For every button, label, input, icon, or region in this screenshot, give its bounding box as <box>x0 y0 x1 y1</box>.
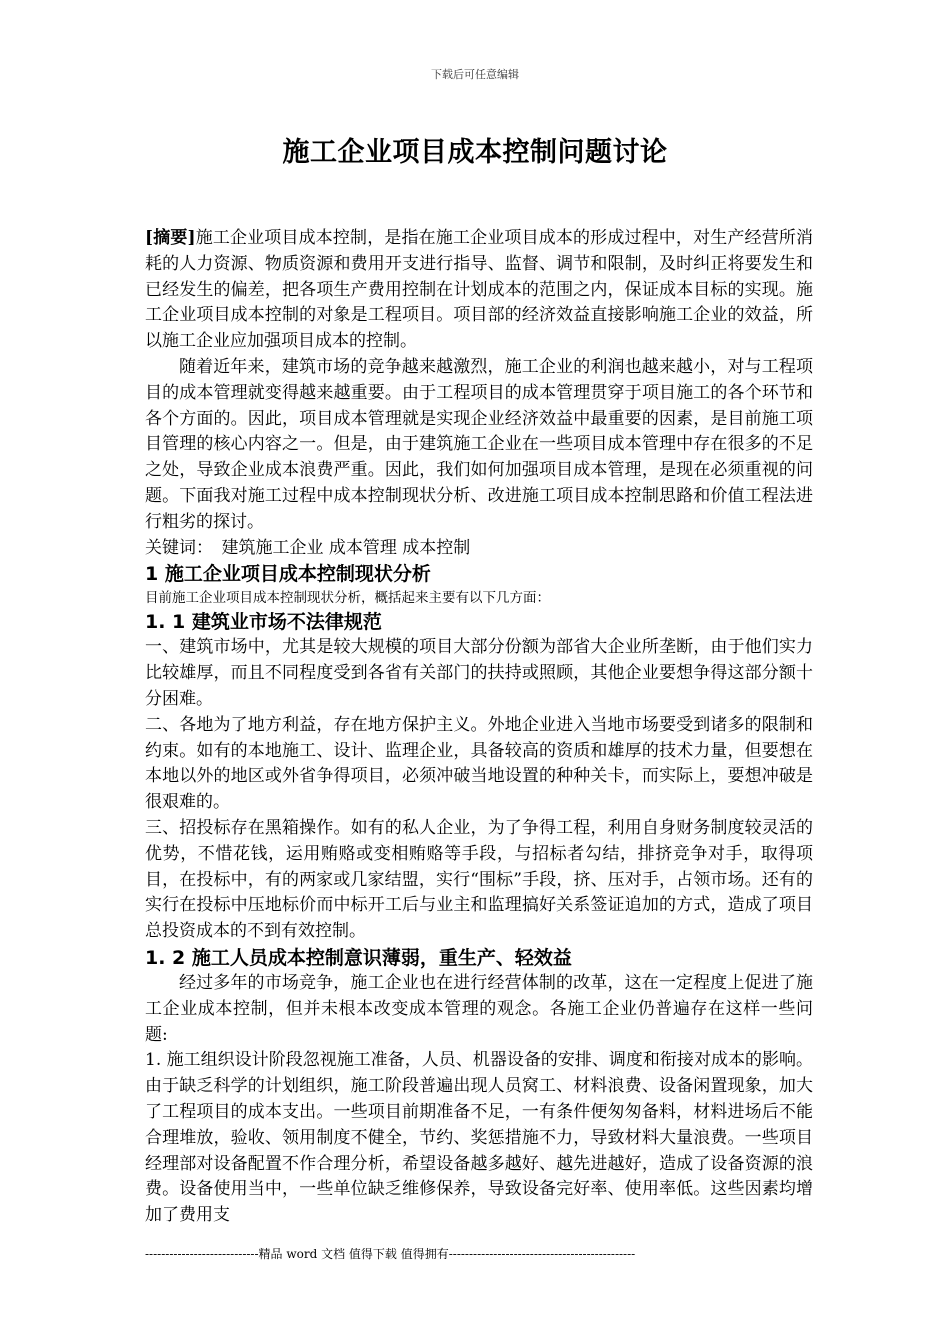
keywords-line: 关键词： 建筑施工企业 成本管理 成本控制 <box>145 537 471 558</box>
section-1-1-heading: 1. 1 建筑业市场不法律规范 <box>145 611 382 634</box>
section-1-intro: 目前施工企业项目成本控制现状分析，概括起来主要有以下几方面： <box>145 590 550 607</box>
abstract-label: [摘要] <box>145 228 196 248</box>
abstract-text: 施工企业项目成本控制，是指在施工企业项目成本的形成过程中，对生产经营所消耗的人力资源、物质资源和费用开支进行指导、监督、调节和限制，及时纠正将要发生和已经发生的偏差，把各项生产费用控制在计划成本的范围之内，保证成本目标的实现。施工企业项目成本控制的对象是工程项目。项目部的经济效益直接影响施工企业的效益，所以施工企业应加强项目成本的控制。 <box>145 228 813 352</box>
document-title: 施工企业项目成本控制问题讨论 <box>282 137 668 168</box>
section-1-heading: 1 施工企业项目成本控制现状分析 <box>145 563 431 586</box>
section-1-2-item-1: 1. 施工组织设计阶段忽视施工准备，人员、机器设备的安排、调度和衔接对成本的影响。由于缺乏科学的计划组织，施工阶段普遍出现人员窝工、材料浪费、设备闲置现象，加大了工程项目的成本支出。一些项目前期准备不足，一有条件便匆匆备料，材料进场后不能合理堆放，验收、领用制度不健全，节约、奖惩措施不力，导致材料大量浪费。一些项目经理部对设备配置不作合理分析，希望设备越多越好、越先进越好，造成了设备资源的浪费。设备使用当中，一些单位缺乏维修保养，导致设备完好率、使用率低。这些因素均增加了费用支 <box>145 1050 813 1226</box>
header-note: 下载后可任意编辑 <box>431 68 519 81</box>
section-1-1-paragraph-2: 二、各地为了地方利益，存在地方保护主义。外地企业进入当地市场要受到诸多的限制和约束。如有的本地施工、设计、监理企业，具备较高的资质和雄厚的技术力量，但要想在本地以外的地区或外省争得项目，必须冲破当地设置的种种关卡，而实际上，要想冲破是很艰难的。 <box>145 714 813 813</box>
footer-note: ----------------------------精品 word 文档 值得下载 值得拥有---------------------------------------------- <box>145 1247 636 1261</box>
abstract-paragraph-2: 随着近年来，建筑市场的竞争越来越激烈，施工企业的利润也越来越小，对与工程项目的成本管理就变得越来越重要。由于工程项目的成本管理贯穿于项目施工的各个环节和各个方面的。因此，项目成本管理就是实现企业经济效益中最重要的因素，是目前施工项目管理的核心内容之一。但是，由于建筑施工企业在一些项目成本管理中存在很多的不足之处，导致企业成本浪费严重。因此，我们如何加强项目成本管理，是现在必须重视的问题。下面我对施工过程中成本控制现状分析、改进施工项目成本控制思路和价值工程法进行粗劣的探讨。 <box>145 356 813 532</box>
section-1-1-paragraph-3: 三、招投标存在黑箱操作。如有的私人企业，为了争得工程，利用自身财务制度较灵活的优势，不惜花钱，运用贿赂或变相贿赂等手段，与招标者勾结，排挤竞争对手，取得项目，在投标中，有的两家或几家结盟，实行“围标”手段，挤、压对手，占领市场。还有的实行在投标中压地标价而中标开工后与业主和监理搞好关系签证追加的方式，造成了项目总投资成本的不到有效控制。 <box>145 817 813 942</box>
section-1-2-intro: 经过多年的市场竞争，施工企业也在进行经营体制的改革，这在一定程度上促进了施工企业成本控制，但并未根本改变成本管理的观念。各施工企业仍普遍存在这样一些问题: <box>145 972 813 1045</box>
section-1-2-heading: 1. 2 施工人员成本控制意识薄弱，重生产、轻效益 <box>145 946 572 969</box>
abstract-paragraph <box>145 226 813 355</box>
section-1-1-paragraph-1: 一、建筑市场中，尤其是较大规模的项目大部分份额为部省大企业所垄断，由于他们实力比较雄厚，而且不同程度受到各省有关部门的扶持或照顾，其他企业要想争得这部分额十分困难。 <box>145 637 813 709</box>
document-body <box>145 226 813 1229</box>
